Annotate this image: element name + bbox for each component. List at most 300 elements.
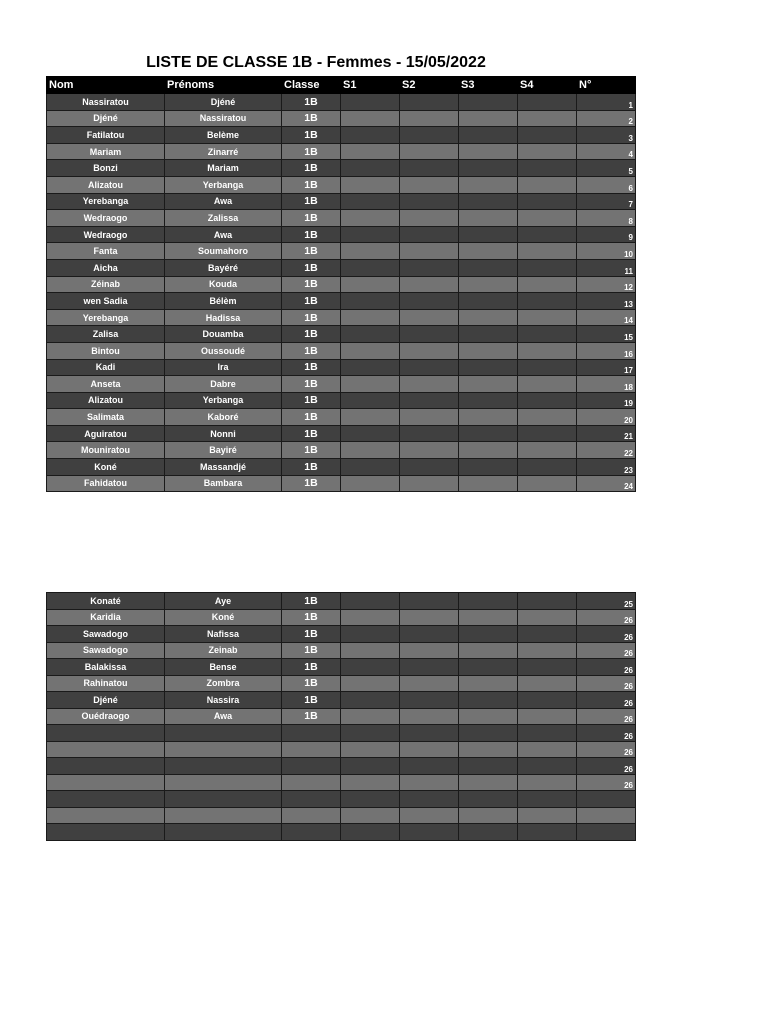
prenoms-cell <box>165 725 282 742</box>
s2-cell <box>400 824 459 841</box>
classe-cell: 1B <box>282 675 341 692</box>
prenoms-cell: Yerbanga <box>165 392 282 409</box>
classe-cell: 1B <box>282 442 341 459</box>
s2-cell <box>400 642 459 659</box>
s3-cell <box>459 293 518 310</box>
table-row <box>47 425 636 442</box>
numero-cell: 26 <box>577 609 636 626</box>
s3-cell <box>459 609 518 626</box>
s1-cell <box>341 442 400 459</box>
table-row <box>47 127 636 144</box>
prenoms-cell: Massandjé <box>165 459 282 476</box>
class-list-continuation-table <box>46 592 636 841</box>
prenoms-cell: Nonni <box>165 425 282 442</box>
nom-cell: Nassiratou <box>47 94 165 111</box>
classe-cell: 1B <box>282 376 341 393</box>
nom-cell: Zéinab <box>47 276 165 293</box>
s2-cell <box>400 708 459 725</box>
s1-cell <box>341 259 400 276</box>
s3-cell <box>459 342 518 359</box>
s1-cell <box>341 609 400 626</box>
prenoms-cell: Douamba <box>165 326 282 343</box>
nom-cell: Fanta <box>47 243 165 260</box>
table-row <box>47 160 636 177</box>
s3-cell <box>459 659 518 676</box>
nom-cell <box>47 824 165 841</box>
page-title <box>0 54 768 72</box>
classe-cell: 1B <box>282 276 341 293</box>
s1-cell <box>341 626 400 643</box>
header-nom: Nom <box>47 77 165 94</box>
s1-cell <box>341 94 400 111</box>
prenoms-cell: Koné <box>165 609 282 626</box>
classe-cell: 1B <box>282 626 341 643</box>
s4-cell <box>518 259 577 276</box>
s3-cell <box>459 725 518 742</box>
numero-cell: 26 <box>577 725 636 742</box>
classe-cell: 1B <box>282 475 341 492</box>
nom-cell: Salimata <box>47 409 165 426</box>
numero-cell: 7 <box>577 193 636 210</box>
numero-cell: 9 <box>577 226 636 243</box>
header-s2: S2 <box>400 77 459 94</box>
s4-cell <box>518 110 577 127</box>
table-row <box>47 392 636 409</box>
s3-cell <box>459 475 518 492</box>
s3-cell <box>459 708 518 725</box>
classe-cell: 1B <box>282 593 341 610</box>
s2-cell <box>400 807 459 824</box>
classe-cell: 1B <box>282 293 341 310</box>
s3-cell <box>459 226 518 243</box>
s3-cell <box>459 774 518 791</box>
s2-cell <box>400 758 459 775</box>
s3-cell <box>459 160 518 177</box>
header-s3: S3 <box>459 77 518 94</box>
s2-cell <box>400 675 459 692</box>
s1-cell <box>341 741 400 758</box>
numero-cell: 26 <box>577 675 636 692</box>
classe-cell: 1B <box>282 609 341 626</box>
s3-cell <box>459 442 518 459</box>
s4-cell <box>518 326 577 343</box>
s3-cell <box>459 675 518 692</box>
table-row <box>47 409 636 426</box>
table-row <box>47 807 636 824</box>
nom-cell: Balakissa <box>47 659 165 676</box>
nom-cell: Wedraogo <box>47 210 165 227</box>
s4-cell <box>518 293 577 310</box>
numero-cell: 26 <box>577 642 636 659</box>
table-row <box>47 176 636 193</box>
nom-cell: Bonzi <box>47 160 165 177</box>
table-row <box>47 659 636 676</box>
s3-cell <box>459 176 518 193</box>
s1-cell <box>341 659 400 676</box>
numero-cell: 4 <box>577 143 636 160</box>
classe-cell: 1B <box>282 110 341 127</box>
nom-cell: Mouniratou <box>47 442 165 459</box>
prenoms-cell <box>165 758 282 775</box>
s4-cell <box>518 243 577 260</box>
classe-cell <box>282 725 341 742</box>
s2-cell <box>400 692 459 709</box>
numero-cell: 16 <box>577 342 636 359</box>
nom-cell: Alizatou <box>47 392 165 409</box>
s1-cell <box>341 791 400 808</box>
s2-cell <box>400 127 459 144</box>
class-list-table <box>46 76 636 492</box>
classe-cell: 1B <box>282 176 341 193</box>
prenoms-cell: Dabre <box>165 376 282 393</box>
numero-cell: 26 <box>577 741 636 758</box>
s1-cell <box>341 276 400 293</box>
s3-cell <box>459 309 518 326</box>
s4-cell <box>518 425 577 442</box>
table-row <box>47 210 636 227</box>
prenoms-cell: Soumahoro <box>165 243 282 260</box>
classe-cell: 1B <box>282 659 341 676</box>
classe-cell: 1B <box>282 193 341 210</box>
nom-cell <box>47 774 165 791</box>
prenoms-cell: Yerbanga <box>165 176 282 193</box>
s1-cell <box>341 176 400 193</box>
s3-cell <box>459 127 518 144</box>
table-row <box>47 276 636 293</box>
header-classe: Classe <box>282 77 341 94</box>
s3-cell <box>459 807 518 824</box>
s2-cell <box>400 409 459 426</box>
nom-cell: Ouédraogo <box>47 708 165 725</box>
classe-cell: 1B <box>282 359 341 376</box>
classe-cell: 1B <box>282 425 341 442</box>
table-row <box>47 143 636 160</box>
nom-cell: Karidia <box>47 609 165 626</box>
numero-cell: 26 <box>577 758 636 775</box>
s2-cell <box>400 176 459 193</box>
classe-cell: 1B <box>282 459 341 476</box>
prenoms-cell <box>165 824 282 841</box>
s3-cell <box>459 425 518 442</box>
numero-cell: 20 <box>577 409 636 426</box>
s2-cell <box>400 459 459 476</box>
s4-cell <box>518 626 577 643</box>
s2-cell <box>400 475 459 492</box>
table-row <box>47 243 636 260</box>
s1-cell <box>341 160 400 177</box>
classe-cell: 1B <box>282 210 341 227</box>
s4-cell <box>518 593 577 610</box>
s1-cell <box>341 824 400 841</box>
prenoms-cell: Zalissa <box>165 210 282 227</box>
prenoms-cell: Oussoudé <box>165 342 282 359</box>
table-row <box>47 309 636 326</box>
classe-cell <box>282 741 341 758</box>
classe-cell: 1B <box>282 127 341 144</box>
numero-cell: 6 <box>577 176 636 193</box>
numero-cell <box>577 807 636 824</box>
s2-cell <box>400 376 459 393</box>
nom-cell: Anseta <box>47 376 165 393</box>
s2-cell <box>400 425 459 442</box>
nom-cell: Yerebanga <box>47 193 165 210</box>
table-header-row <box>47 77 636 94</box>
s2-cell <box>400 259 459 276</box>
s3-cell <box>459 110 518 127</box>
prenoms-cell: Bense <box>165 659 282 676</box>
numero-cell: 15 <box>577 326 636 343</box>
s1-cell <box>341 210 400 227</box>
numero-cell: 2 <box>577 110 636 127</box>
numero-cell: 5 <box>577 160 636 177</box>
s3-cell <box>459 626 518 643</box>
table-row <box>47 741 636 758</box>
nom-cell <box>47 725 165 742</box>
prenoms-cell: Zeinab <box>165 642 282 659</box>
nom-cell: Sawadogo <box>47 642 165 659</box>
nom-cell: Zalisa <box>47 326 165 343</box>
s3-cell <box>459 392 518 409</box>
s1-cell <box>341 459 400 476</box>
s4-cell <box>518 692 577 709</box>
s3-cell <box>459 593 518 610</box>
s4-cell <box>518 409 577 426</box>
s4-cell <box>518 210 577 227</box>
s4-cell <box>518 725 577 742</box>
s1-cell <box>341 342 400 359</box>
nom-cell: Bintou <box>47 342 165 359</box>
s1-cell <box>341 642 400 659</box>
s4-cell <box>518 94 577 111</box>
prenoms-cell: Zinarré <box>165 143 282 160</box>
table-row <box>47 359 636 376</box>
numero-cell: 26 <box>577 692 636 709</box>
prenoms-cell: Djéné <box>165 94 282 111</box>
table-row <box>47 376 636 393</box>
s1-cell <box>341 774 400 791</box>
table-row <box>47 593 636 610</box>
s4-cell <box>518 609 577 626</box>
table-row <box>47 475 636 492</box>
prenoms-cell: Awa <box>165 708 282 725</box>
classe-cell <box>282 807 341 824</box>
header-numero: N° <box>577 77 636 94</box>
s1-cell <box>341 127 400 144</box>
table-row <box>47 193 636 210</box>
nom-cell: Mariam <box>47 143 165 160</box>
numero-cell: 12 <box>577 276 636 293</box>
s4-cell <box>518 143 577 160</box>
s4-cell <box>518 127 577 144</box>
numero-cell: 1 <box>577 94 636 111</box>
nom-cell: Fahidatou <box>47 475 165 492</box>
s1-cell <box>341 708 400 725</box>
class-list-body <box>47 94 636 492</box>
s1-cell <box>341 143 400 160</box>
s4-cell <box>518 176 577 193</box>
table-row <box>47 791 636 808</box>
header-s1: S1 <box>341 77 400 94</box>
s4-cell <box>518 376 577 393</box>
s4-cell <box>518 824 577 841</box>
table-row <box>47 626 636 643</box>
s2-cell <box>400 276 459 293</box>
prenoms-cell: Bayiré <box>165 442 282 459</box>
s1-cell <box>341 309 400 326</box>
s1-cell <box>341 425 400 442</box>
prenoms-cell <box>165 791 282 808</box>
s3-cell <box>459 376 518 393</box>
table-row <box>47 342 636 359</box>
s3-cell <box>459 143 518 160</box>
s2-cell <box>400 774 459 791</box>
s4-cell <box>518 392 577 409</box>
s1-cell <box>341 409 400 426</box>
numero-cell: 25 <box>577 593 636 610</box>
nom-cell: wen Sadia <box>47 293 165 310</box>
table-row <box>47 758 636 775</box>
s2-cell <box>400 741 459 758</box>
classe-cell: 1B <box>282 226 341 243</box>
nom-cell: Wedraogo <box>47 226 165 243</box>
s1-cell <box>341 110 400 127</box>
prenoms-cell: Mariam <box>165 160 282 177</box>
numero-cell: 26 <box>577 626 636 643</box>
header-s4: S4 <box>518 77 577 94</box>
nom-cell: Konaté <box>47 593 165 610</box>
s1-cell <box>341 376 400 393</box>
numero-cell: 13 <box>577 293 636 310</box>
numero-cell: 26 <box>577 659 636 676</box>
s2-cell <box>400 725 459 742</box>
classe-cell: 1B <box>282 708 341 725</box>
s2-cell <box>400 226 459 243</box>
table-row <box>47 824 636 841</box>
table-row <box>47 293 636 310</box>
s3-cell <box>459 359 518 376</box>
classe-cell: 1B <box>282 392 341 409</box>
prenoms-cell: Bélèm <box>165 293 282 310</box>
table-row <box>47 259 636 276</box>
s2-cell <box>400 342 459 359</box>
table-row <box>47 442 636 459</box>
prenoms-cell: Kaboré <box>165 409 282 426</box>
s1-cell <box>341 293 400 310</box>
numero-cell: 3 <box>577 127 636 144</box>
s2-cell <box>400 210 459 227</box>
numero-cell: 8 <box>577 210 636 227</box>
prenoms-cell: Nafissa <box>165 626 282 643</box>
s4-cell <box>518 758 577 775</box>
nom-cell: Djéné <box>47 692 165 709</box>
s4-cell <box>518 359 577 376</box>
s4-cell <box>518 774 577 791</box>
s1-cell <box>341 692 400 709</box>
numero-cell: 22 <box>577 442 636 459</box>
s3-cell <box>459 94 518 111</box>
s4-cell <box>518 226 577 243</box>
s1-cell <box>341 475 400 492</box>
classe-cell: 1B <box>282 692 341 709</box>
numero-cell: 18 <box>577 376 636 393</box>
s3-cell <box>459 741 518 758</box>
table-row <box>47 692 636 709</box>
s4-cell <box>518 708 577 725</box>
prenoms-cell: Nassiratou <box>165 110 282 127</box>
prenoms-cell <box>165 741 282 758</box>
s4-cell <box>518 675 577 692</box>
numero-cell <box>577 791 636 808</box>
s3-cell <box>459 193 518 210</box>
table-row <box>47 226 636 243</box>
prenoms-cell: Nassira <box>165 692 282 709</box>
s2-cell <box>400 160 459 177</box>
s4-cell <box>518 791 577 808</box>
s1-cell <box>341 243 400 260</box>
s1-cell <box>341 326 400 343</box>
nom-cell <box>47 791 165 808</box>
numero-cell: 17 <box>577 359 636 376</box>
s4-cell <box>518 342 577 359</box>
classe-cell: 1B <box>282 642 341 659</box>
prenoms-cell: Bambara <box>165 475 282 492</box>
s3-cell <box>459 326 518 343</box>
nom-cell: Djéné <box>47 110 165 127</box>
s2-cell <box>400 791 459 808</box>
s4-cell <box>518 807 577 824</box>
nom-cell <box>47 758 165 775</box>
numero-cell: 24 <box>577 475 636 492</box>
prenoms-cell: Awa <box>165 226 282 243</box>
s2-cell <box>400 243 459 260</box>
s2-cell <box>400 193 459 210</box>
prenoms-cell: Bayéré <box>165 259 282 276</box>
s1-cell <box>341 359 400 376</box>
header-prenoms: Prénoms <box>165 77 282 94</box>
table-row <box>47 110 636 127</box>
numero-cell: 26 <box>577 708 636 725</box>
s2-cell <box>400 143 459 160</box>
s4-cell <box>518 309 577 326</box>
classe-cell <box>282 824 341 841</box>
numero-cell: 10 <box>577 243 636 260</box>
nom-cell: Kadi <box>47 359 165 376</box>
s2-cell <box>400 659 459 676</box>
nom-cell <box>47 741 165 758</box>
table-row <box>47 725 636 742</box>
numero-cell <box>577 824 636 841</box>
nom-cell: Yerebanga <box>47 309 165 326</box>
s3-cell <box>459 409 518 426</box>
numero-cell: 23 <box>577 459 636 476</box>
s3-cell <box>459 791 518 808</box>
s1-cell <box>341 226 400 243</box>
prenoms-cell <box>165 807 282 824</box>
s3-cell <box>459 692 518 709</box>
table-row <box>47 609 636 626</box>
s4-cell <box>518 160 577 177</box>
nom-cell: Fatilatou <box>47 127 165 144</box>
classe-cell: 1B <box>282 326 341 343</box>
numero-cell: 26 <box>577 774 636 791</box>
s2-cell <box>400 442 459 459</box>
s1-cell <box>341 758 400 775</box>
classe-cell <box>282 791 341 808</box>
prenoms-cell: Belème <box>165 127 282 144</box>
classe-cell <box>282 758 341 775</box>
s1-cell <box>341 725 400 742</box>
prenoms-cell: Aye <box>165 593 282 610</box>
